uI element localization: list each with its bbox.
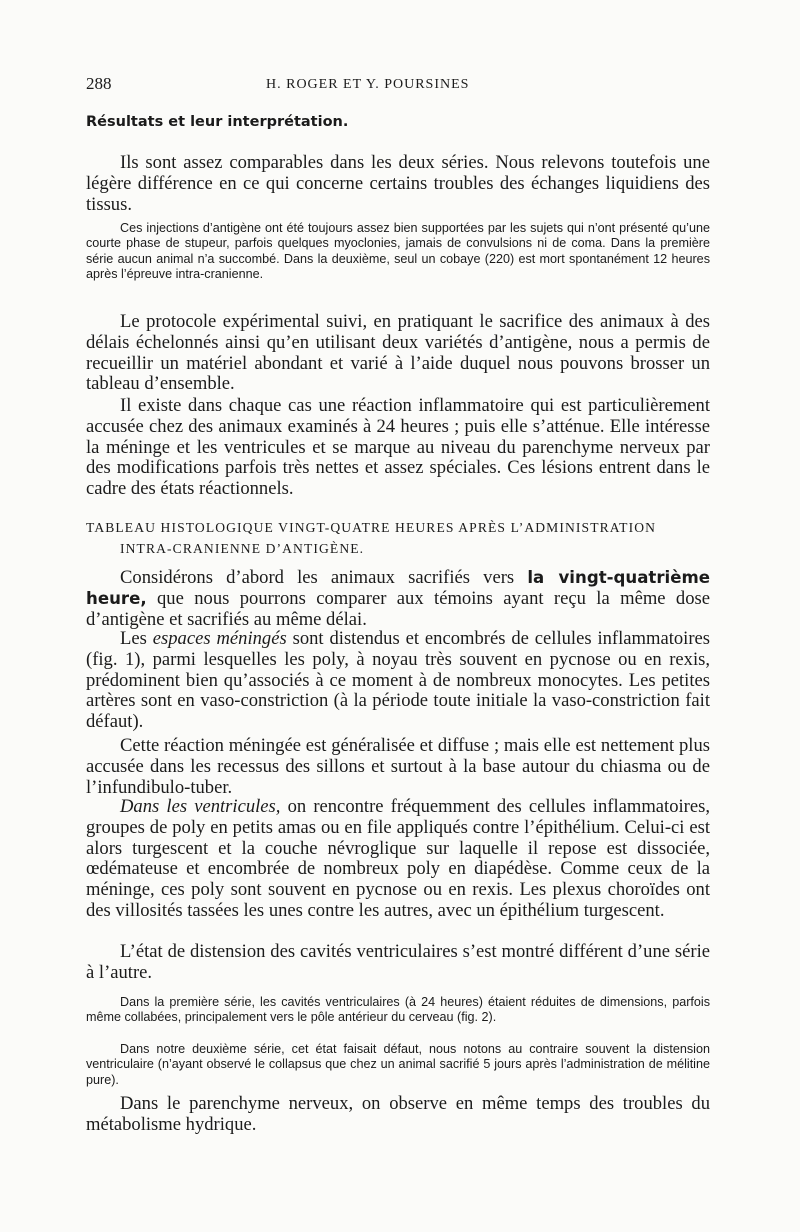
italic-term: Dans les ventricules, — [120, 796, 281, 817]
italic-term: espaces méningés — [152, 628, 287, 649]
running-head: H. ROGER ET Y. POURSINES — [266, 77, 470, 92]
paragraph-6: Cette réaction méningée est généralisée et diffuse ; mais elle est nettement plus accusée dans les recessus des sillons et surtout à la base autour du chiasma ou de l’infundibulo-tuber. — [86, 735, 710, 798]
paragraph-2: Le protocole expérimental suivi, en pratiquant le sacrifice des animaux à des délais échelonnés ainsi qu’en utilisant deux variétés d’antigène, nous a permis de recueillir un matériel abondant et varié à l’aide duquel nous pouvons brosser un tableau d’ensemble. — [86, 311, 710, 395]
paragraph-4: Considérons d’abord les animaux sacrifiés vers la vingt-quatrième heure, que nous pourrons comparer aux témoins ayant reçu la même dose d’antigène et sacrifiés au même délai. — [86, 567, 711, 630]
page-number: 288 — [86, 74, 112, 93]
page-header — [86, 74, 716, 98]
paragraph-3: Il existe dans chaque cas une réaction inflammatoire qui est particulièrement accusée chez des animaux examinés à 24 heures ; puis elle s’atténue. Elle intéresse la méninge et les ventricules et se marque au niveau du parenchyme nerveux par des modifications parfois très nettes et assez spéciales. Ces lésions entrent dans le cadre des états réactionnels. — [86, 395, 710, 500]
subsection-heading-line-1: TABLEAU HISTOLOGIQUE VINGT-QUATRE HEURES APRÈS L’ADMINISTRATION — [86, 520, 657, 535]
section-title: Résultats et leur interprétation. — [86, 114, 349, 130]
note-1: Ces injections d’antigène ont été toujours assez bien supportées par les sujets qui n’ont présenté qu’une courte phase de stupeur, parfois quelques myoclonies, jamais de convulsions ni de coma. Dans la première série aucun animal n’a succombé. Dans la deuxième, seul un cobaye (220) est mort spontanément 12 heures après l’épreuve intra-cranienne. — [86, 221, 710, 282]
paragraph-5: Les espaces méningés sont distendus et encombrés de cellules inflammatoires (fig. 1), parmi lesquelles les poly, à noyau très souvent en pycnose ou en rexis, prédominent bien qu’associés à ce moment à de nombreux monocytes. Les petites artères sont en vaso-constriction (à la période toute initiale la vaso-constriction fait défaut). — [86, 628, 711, 733]
note-2: Dans la première série, les cavités ventriculaires (à 24 heures) étaient réduites de dimensions, parfois même collabées, principalement vers le pôle antérieur du cerveau (fig. 2). — [86, 995, 710, 1025]
paragraph-8: L’état de distension des cavités ventriculaires s’est montré différent d’une série à l’autre. — [86, 941, 710, 983]
subsection-heading-line-2: INTRA-CRANIENNE D’ANTIGÈNE. — [120, 541, 365, 556]
paragraph-1: Ils sont assez comparables dans les deux séries. Nous relevons toutefois une légère différence en ce qui concerne certains troubles des échanges liquidiens des tissus. — [86, 152, 710, 215]
subsection-heading — [86, 517, 710, 559]
note-3: Dans notre deuxième série, cet état faisait défaut, nous notons au contraire souvent la distension ventriculaire (n’ayant observé le collapsus que chez un animal sacrifié 5 jours après l’administration de mélitine pure). — [86, 1042, 710, 1087]
paragraph-7: Dans les ventricules, on rencontre fréquemment des cellules inflammatoires, groupes de poly en petits amas ou en file appliqués contre l’épithélium. Celui-ci est alors turgescent et la couche névroglique sur laquelle il repose est dissociée, œdémateuse et encombrée de nombreux poly en diapédèse. Comme ceux de la méninge, ces poly sont souvent en pycnose ou en rexis. Les plexus choroïdes ont des villosités tassées les unes contre les autres, avec un épithélium turgescent. — [86, 796, 711, 921]
bold-phrase: la vingt-quatrième heure, — [86, 568, 711, 608]
paragraph-9: Dans le parenchyme nerveux, on observe en même temps des troubles du métabolisme hydrique. — [86, 1093, 710, 1135]
